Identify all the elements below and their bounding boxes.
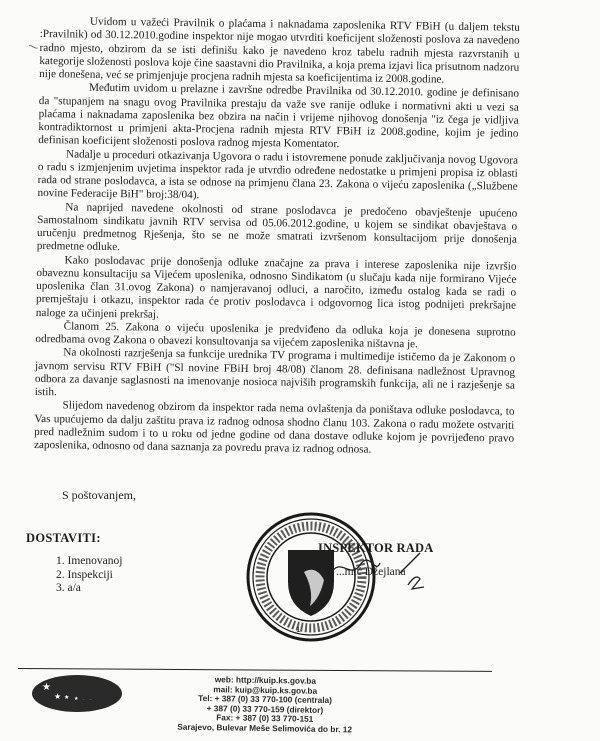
svg-text:1: 1	[296, 626, 301, 634]
footer-contact-info	[160, 674, 371, 734]
paragraph: Kako poslodavac prije donošenja odluke značajne za prava i interese zaposlenika nije izvršio obaveznu konsultaciju sa Vijećem uposlenika, odnosno Sindikatom (u slučaju kada nije formirano Vijeće uposlenika član 31.ovog Zakona) o namjeravanoj odluci, a naročito, između ostalog kada se radi o premještaju i otkazu, inspektor rada će protiv poslodavca i odgovornog lica istog podnijeti prekršajne naloge za učinjeni prekršaj.	[35, 253, 517, 321]
distribution-item: 1. Imenovanoj	[56, 555, 123, 567]
distribution-item: 3. a/a	[56, 582, 81, 594]
paragraph: Članom 25. Zakona o vijeću uposlenika je predviđeno da odluka koja je donesena suprotno odredbama ovog Zakona o obavezi konsultovanja sa vijećem zaposlenika ništavna je.	[35, 320, 516, 351]
footer-fax: Fax: + 387 (0) 33 770-151	[216, 712, 314, 724]
inspector-title: INSPEKTOR RADA	[318, 541, 434, 555]
distribution-item: 2. Inspekciji	[56, 568, 113, 581]
footer-phone-central: Tel: + 387 (0) 33 770-100 (centrala)	[198, 692, 333, 706]
stars-oval-logo-icon: ★ ★ ★ ★ · ·	[32, 675, 122, 712]
footer-address: Sarajevo, Bulevar Meše Selimovića do br. 12	[177, 721, 353, 734]
paragraph: Nadalje u proceduri otkazivanja Ugovora o radu i istovremene ponude zaključivanja novog Ugovora o radu s izmjenjenim uvjetima inspektor rada je utvrdio određene nedostatke u primjeni propisa iz oblasti rada od strane poslodavca, a ista se odnose na primjenu člana 23. Zakona o vijeću zaposlenika („Službene novine Federacije BiH" broj:38/04).	[37, 147, 519, 202]
handwritten-signature-icon	[320, 545, 430, 595]
footer-divider	[18, 668, 492, 672]
margin-scribble-icon: ⁓	[26, 40, 40, 55]
footer-email-link[interactable]: mail: kuip@kuip.ks.gov.ba	[213, 683, 318, 696]
distribution-title: DOSTAVITI:	[26, 531, 101, 545]
footer-web-link[interactable]: web: http://kuip.ks.gov.ba	[214, 674, 317, 686]
footer-phone-director: + 387 (0) 33 770-159 (direktor)	[206, 702, 324, 715]
inspector-name: ...mić Džejlana	[336, 566, 406, 578]
paragraph: Međutim uvidom u prelazne i završne odredbe Pravilnika od 30.12.2010. godine je definisano da "stupanjem na snagu ovog Pravilnika prestaju da važe sve ranije odluke i normativni akti u vezi sa plaćama i naknadama zaposlenika bez obzira na način i vrijeme njihovog donošenja "iz čega je vidljiva kontradiktornost u primjeni akta-Procjena radnih mjesta RTV FBiH iz 2008.godine, kojim je jedino definisan koeficijent složenosti poslova radnog mjesta Komentator.	[38, 81, 520, 151]
paragraph: Slijedom navedenog obzirom da inspektor rada nema ovlaštenja da poništava odluke poslodavca, to Vas upućujemo da dalju zaštitu prava iz radnog odnosa shodno članu 103. Zakona o radu možete ostvariti pred nadležnim sudom i to u roku od jedne godine od dana dostave odluke kojom je povrijeđeno pravo zaposlenika, odnosno od dana saznanja za povredu prava iz radnog odnosa.	[33, 399, 515, 456]
paragraph: Na okolnosti razrješenja sa funkcije urednika TV programa i multimedije ističemo da je Zakonom o javnom servisu RTV FBiH ("Sl novine FBiH broj 48/08) članom 28. definisana nadležnost Upravnog odbora za davanje saglasnosti na imenovanje nosioca najviših programskih funkcija, ali ne i razješenje sa istih.	[34, 346, 516, 399]
closing-salutation: S poštovanjem,	[62, 488, 136, 502]
letter-body	[34, 15, 520, 459]
distribution-list	[56, 555, 122, 596]
paragraph: Na naprijed navedene okolnosti od strane poslodavca je predočeno obavještenje upućeno Samostalnom sindikatu javnih RTV servisa od 05.06.2012.godine, u kojem se sindikat obavještava o uručenju predmetnog Rješenja, što se ne može smatrati izvršenom konsultacijom prije donošenja predmetne odluke.	[36, 200, 518, 254]
paragraph: Uvidom u važeći Pravilnik o plaćama i naknadama zaposlenika RTV FBiH (u daljem tekstu :Pravilnik) od 30.12.2010.godine inspektor nije mogao utvrditi koeficijent složenosti poslova za navedeno radno mjesto, obzirom da se isti definišu kako je navedeno kroz tabelu radnih mjesta razvrstanih u kategorije složenosti poslova koje čine saastavni dio Pravilnika, a koja prema izjavi lica prisutnom nadzoru nije donešena, već se primjenjuje procjena radnih mjesta sa koeficijentima iz 2008.godine.	[39, 15, 520, 86]
